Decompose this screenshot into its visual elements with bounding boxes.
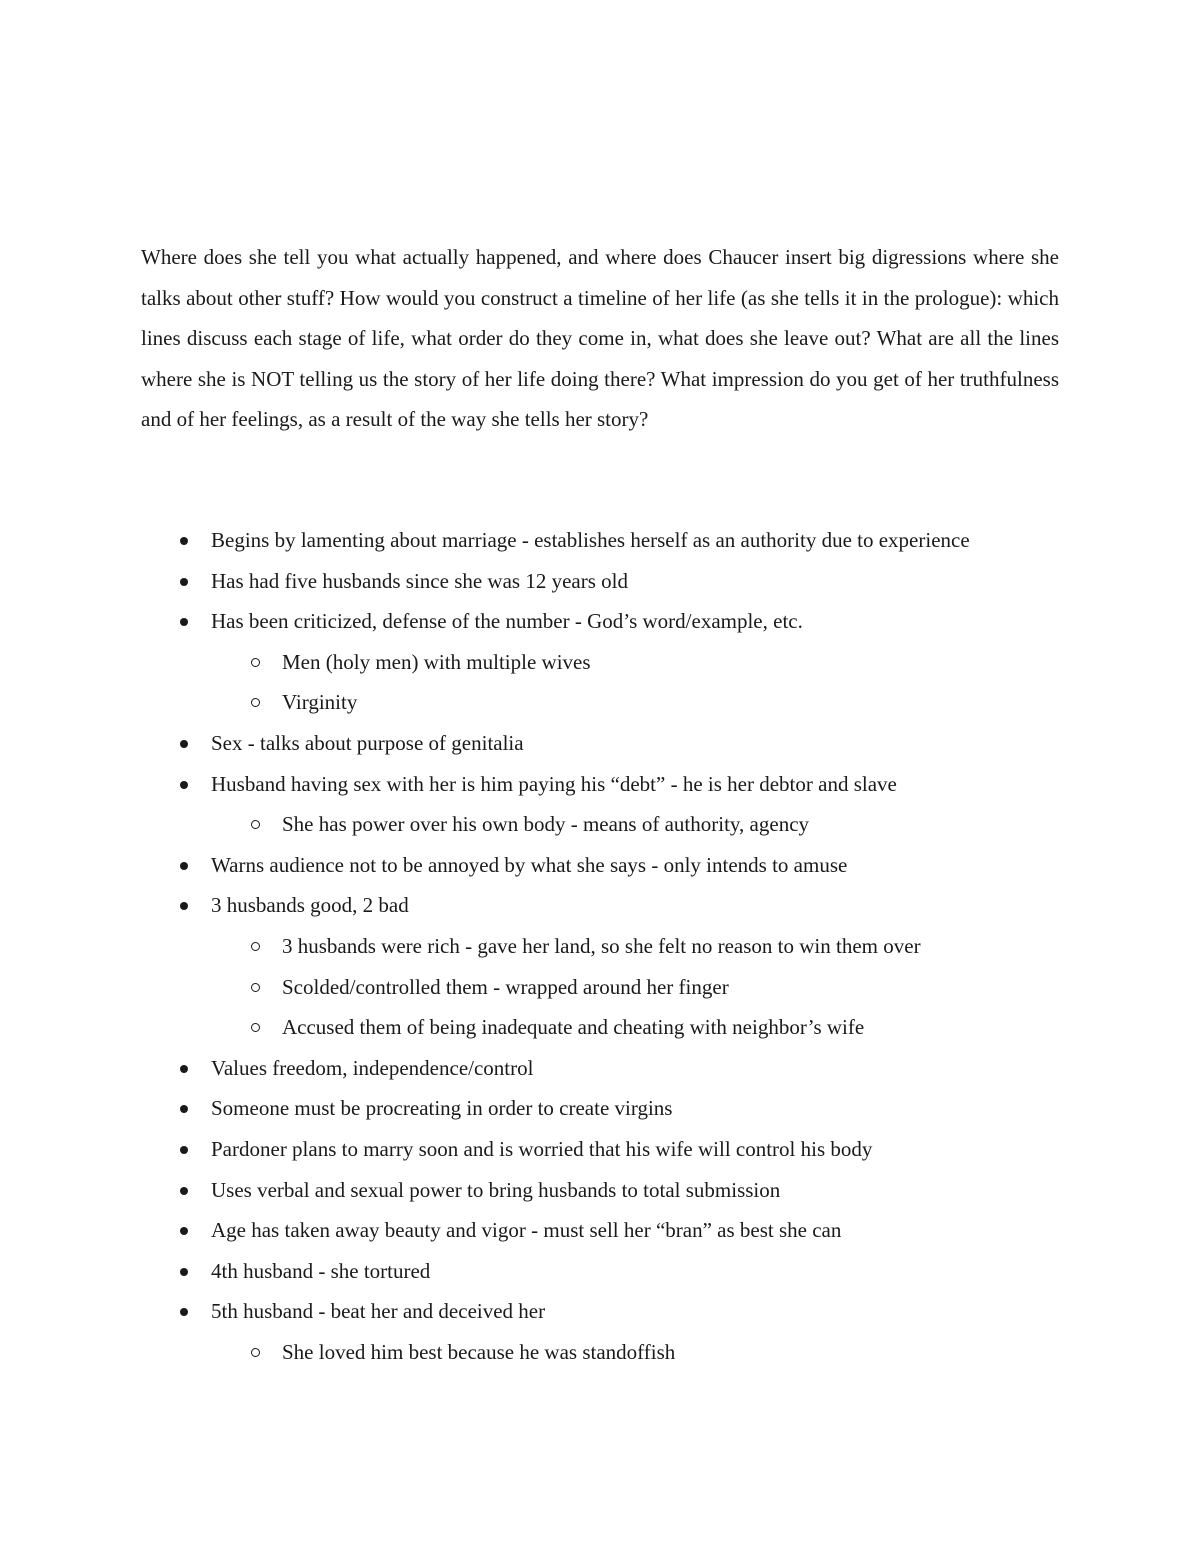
list-item [141, 1210, 1059, 1251]
bullet-dot-icon [180, 902, 188, 910]
bullet-circle-icon [251, 1348, 260, 1357]
bullet-dot-icon [180, 1105, 188, 1113]
bullet-dot-icon [180, 740, 188, 748]
list-item [141, 1129, 1059, 1170]
list-item-text: Accused them of being inadequate and cheating with neighbor’s wife [282, 1015, 865, 1040]
list-item-text: Has been criticized, defense of the number - God’s word/example, etc. [211, 609, 803, 634]
list-item [141, 561, 1059, 602]
bullet-dot-icon [180, 1187, 188, 1195]
bullet-dot-icon [180, 618, 188, 626]
list-item-text: Values freedom, independence/control [211, 1055, 534, 1080]
list-item-text: 3 husbands were rich - gave her land, so she felt no reason to win them over [282, 933, 921, 958]
list-item-text: 5th husband - beat her and deceived her [211, 1299, 546, 1324]
list-item-text: Age has taken away beauty and vigor - must sell her “bran” as best she can [211, 1218, 842, 1243]
list-item-text: Someone must be procreating in order to create virgins [211, 1096, 673, 1121]
bullet-dot-icon [180, 1065, 188, 1073]
list-item-text: Begins by lamenting about marriage - establishes herself as an authority due to experience [211, 528, 970, 552]
sub-list-item [141, 967, 1059, 1008]
bullet-dot-icon [180, 781, 188, 789]
list-item [141, 1291, 1059, 1332]
list-item [141, 723, 1059, 764]
list-item-text: She has power over his own body - means of authority, agency [282, 812, 810, 837]
notes-list [141, 520, 1059, 1372]
bullet-circle-icon [251, 942, 260, 951]
bullet-circle-icon [251, 1023, 260, 1032]
bullet-circle-icon [251, 658, 260, 667]
list-item [141, 1088, 1059, 1129]
bullet-dot-icon [180, 1268, 188, 1276]
list-item-text: Husband having sex with her is him paying his “debt” - he is her debtor and slave [211, 771, 897, 796]
bullet-dot-icon [180, 1227, 188, 1235]
question-paragraph: Where does she tell you what actually happened, and where does Chaucer insert big digressions where she talks about other stuff? How would you construct a timeline of her life (as she tells it in the prologue): which lines discuss each stage of life, what order do they come in, what does she leave out? What are all the lines where she is NOT telling us the story of her life doing there? What impression do you get of her truthfulness and of her feelings, as a result of the way she tells her story? [141, 245, 1059, 431]
bullet-dot-icon [180, 1308, 188, 1316]
list-item [141, 1251, 1059, 1292]
list-item [141, 764, 1059, 805]
list-item-text: Virginity [282, 690, 358, 715]
list-item [141, 601, 1059, 642]
bullet-dot-icon [180, 1146, 188, 1154]
bullet-circle-icon [251, 983, 260, 992]
list-item-text: Men (holy men) with multiple wives [282, 649, 591, 674]
list-item-text: Warns audience not to be annoyed by what she says - only intends to amuse [211, 852, 848, 877]
bullet-dot-icon [180, 578, 188, 586]
bullet-dot-icon [180, 862, 188, 870]
list-item-text: Pardoner plans to marry soon and is worried that his wife will control his body [211, 1136, 873, 1161]
list-item-text: 3 husbands good, 2 bad [211, 893, 409, 918]
list-item-text: Scolded/controlled them - wrapped around her finger [282, 974, 729, 999]
sub-list-item [141, 1007, 1059, 1048]
list-item [141, 845, 1059, 886]
list-item [141, 520, 1059, 561]
list-item [141, 1170, 1059, 1211]
list-item-text: Sex - talks about purpose of genitalia [211, 730, 524, 755]
list-item-text: She loved him best because he was standoffish [282, 1339, 676, 1364]
sub-list-item [141, 926, 1059, 967]
list-item-text: Uses verbal and sexual power to bring husbands to total submission [211, 1177, 781, 1202]
list-item [141, 1048, 1059, 1089]
sub-list-item [141, 682, 1059, 723]
bullet-circle-icon [251, 820, 260, 829]
bullet-dot-icon [180, 537, 188, 545]
list-item-text: 4th husband - she tortured [211, 1258, 431, 1283]
list-item [141, 885, 1059, 926]
sub-list-item [141, 642, 1059, 683]
sub-list-item [141, 804, 1059, 845]
bullet-circle-icon [251, 698, 260, 707]
sub-list-item [141, 1332, 1059, 1373]
list-item-text: Has had five husbands since she was 12 years old [211, 568, 628, 593]
